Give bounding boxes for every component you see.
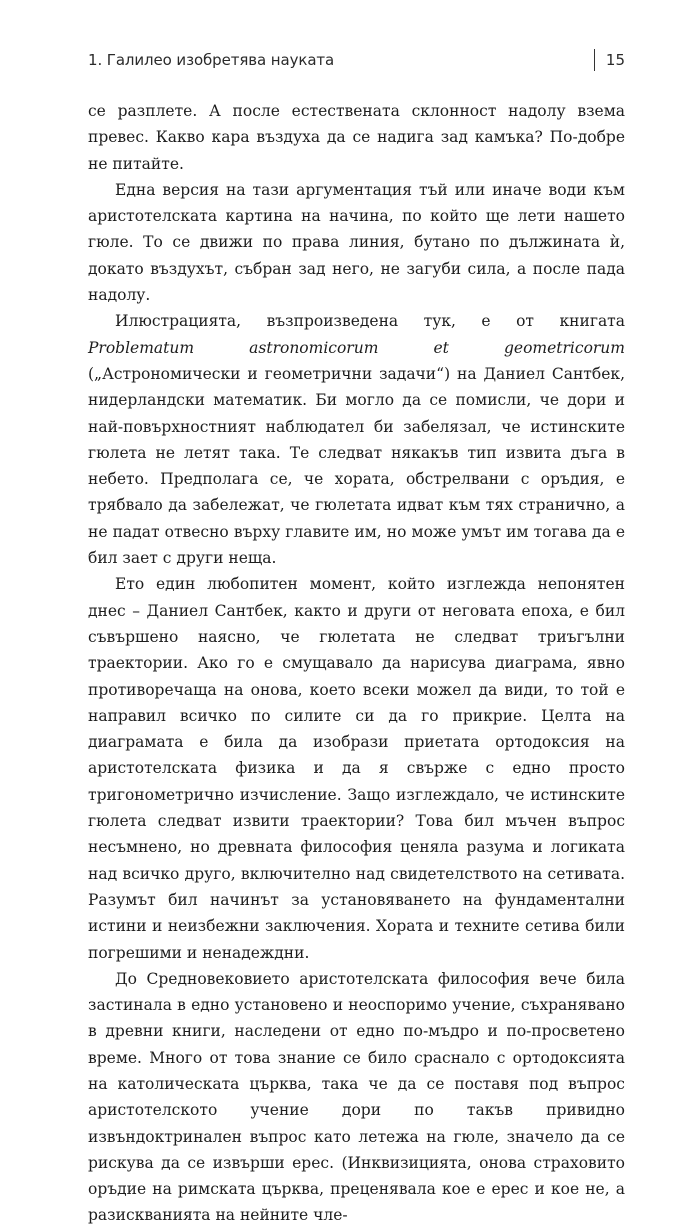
- running-header: [88, 47, 625, 75]
- page-number: 15: [605, 51, 625, 69]
- page-number-area: [606, 47, 625, 75]
- paragraph-1: се разплете. А после естествената склонност надолу взема превес. Какво кара въздуха да се надига зад камъка? По-добре не питайте.: [88, 102, 625, 173]
- paragraph-5: До Средновековието аристотелската философия вече била застинала в едно установено и неоспоримо учение, съхранявано в древни книги, наследени от едно по-мъдро и по-просветено време. Много от това знание се било сраснало с ортодоксията на католическата църква, така че да се поставя под въпрос аристотелското учение дори по такъв привидно извъндоктринален въпрос като летежа на гюле, значело да се рискува да се извърши ерес. (Инквизицията, онова страховито оръдие на римската църква, преценявала кое е ерес и кое не, а разискванията на нейните чле-: [88, 969, 625, 1225]
- book-title-italic: Problematum astronomicorum et geometricorum: [88, 338, 625, 357]
- paragraph-3: [88, 308, 625, 571]
- page-number-rule: [594, 49, 595, 71]
- paragraph-3-text-after: („Астрономически и геометрични задачи“) на Даниел Сантбек, нидерландски математик. Би могло да се помисли, че дори и най-повърхностният наблюдател би забелязал, че истинските гюлета не летят така. Те следват някакъв тип извита дъга в небето. Предполага се, че хората, обстрелвани с оръдия, е трябвало да забележат, че гюлетата идват към тях странично, а не падат отвесно върху главите им, но може умът им тогава да е бил зает с други неща.: [88, 364, 625, 568]
- chapter-title: 1. Галилео изобретява науката: [88, 51, 335, 69]
- paragraph-4: Ето един любопитен момент, който изглежда непонятен днес – Даниел Сантбек, както и други от неговата епоха, е бил съвършено наясно, че гюлетата не следват триъгълни траектории. Ако го е смущавало да нарисува диаграма, явно противоречаща на онова, което всеки можел да види, то той е направил всичко по силите си да го прикрие. Целта на диаграмата е била да изобрази приетата ортодоксия на аристотелската физика и да я свърже с едно просто тригонометрично изчисление. Защо изглеждало, че истинските гюлета следват извити траектории? Това бил мъчен въпрос несъмнено, но древната философия ценяла разума и логиката над всичко друго, включително над свидетелството на сетивата. Разумът бил начинът за установяването на фундаментални истини и неизбежни заключения. Хората и техните сетива били погрешими и ненадеждни.: [88, 575, 625, 962]
- paragraph-3-text-before: Илюстрацията, възпроизведена тук, е от книгата: [115, 312, 625, 331]
- paragraph-2: Една версия на тази аргументация тъй или иначе води към аристотелската картина на начина, по който ще лети нашето гюле. То се движи по права линия, бутано по дължината ѝ, докато въздухът, събран зад него, не загуби сила, а после пада надолу.: [88, 180, 625, 305]
- body-text: [88, 98, 625, 1229]
